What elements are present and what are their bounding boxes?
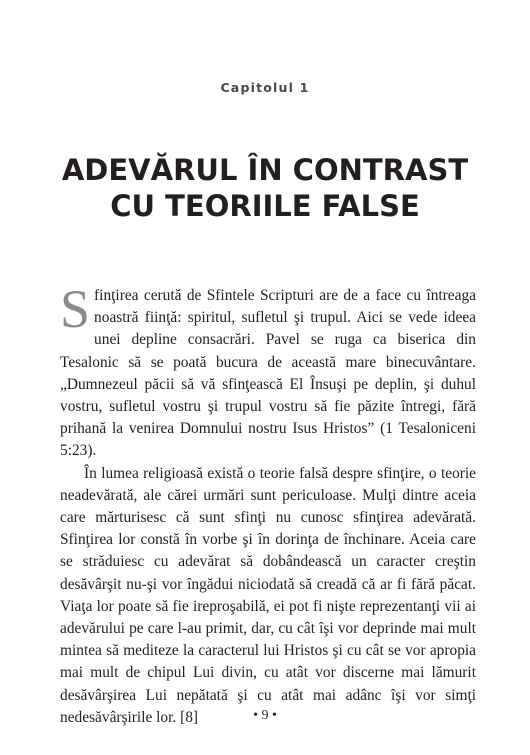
paragraph-1 xyxy=(60,279,476,463)
chapter-title-line-1: ADEVĂRUL ÎN CONTRAST xyxy=(61,153,469,187)
chapter-title xyxy=(0,152,530,224)
chapter-title-line-2: CU TEORIILE FALSE xyxy=(110,189,420,223)
page-number: • 9 • xyxy=(253,708,277,723)
paragraph-2: În lumea religioasă există o teorie falsă despre sfinţire, o teorie neadevărată, ale cărei urmări sunt periculoase. Mulţi dintre aceia care mărturisesc că sunt sfinţi nu cunosc sfinţirea adevărată. Sfinţirea lor constă în vorbe şi în dorinţa de închinare. Aceia care se străduiesc cu adevărat să dobândească un caracter creştin desăvârşit nu-şi vor îngădui niciodată să creadă că ar fi fără păcat. Viaţa lor poate să fie ireproşabilă, ei pot fi nişte reprezentanţi vii ai adevărului pe care l-au primit, dar, cu cât îşi vor deprinde mai mult mintea să mediteze la caracterul lui Hristos şi cu cât se vor apropia mai mult de chipul Lui divin, cu atât vor discerne mai lămurit desăvârşirea Lui nepătată şi cu atât mai adânc îşi vor simţi nedesăvârşirile lor. [8] xyxy=(60,464,476,726)
body-text xyxy=(60,279,476,729)
chapter-label: Capitolul 1 xyxy=(220,80,310,95)
paragraph-1-text: finţirea cerută de Sfintele Scripturi are de a face cu întreaga noastră fiinţă: spiritul, sufletul şi trupul. Aici se vede ideea unei depline consacrări. Pavel se ruga ca biserica din Tesalonic să se poată bucura de această mare binecuvântare. „Dumnezeul păcii să vă sfinţească El Însuşi pe deplin, şi duhul vostru, sufletul vostru şi trupul vostru să fie păzite întregi, fără prihană la venirea Domnului nostru Isus Hristos” (1 Tesaloniceni 5:23). xyxy=(60,287,476,460)
drop-cap: S xyxy=(60,279,91,339)
